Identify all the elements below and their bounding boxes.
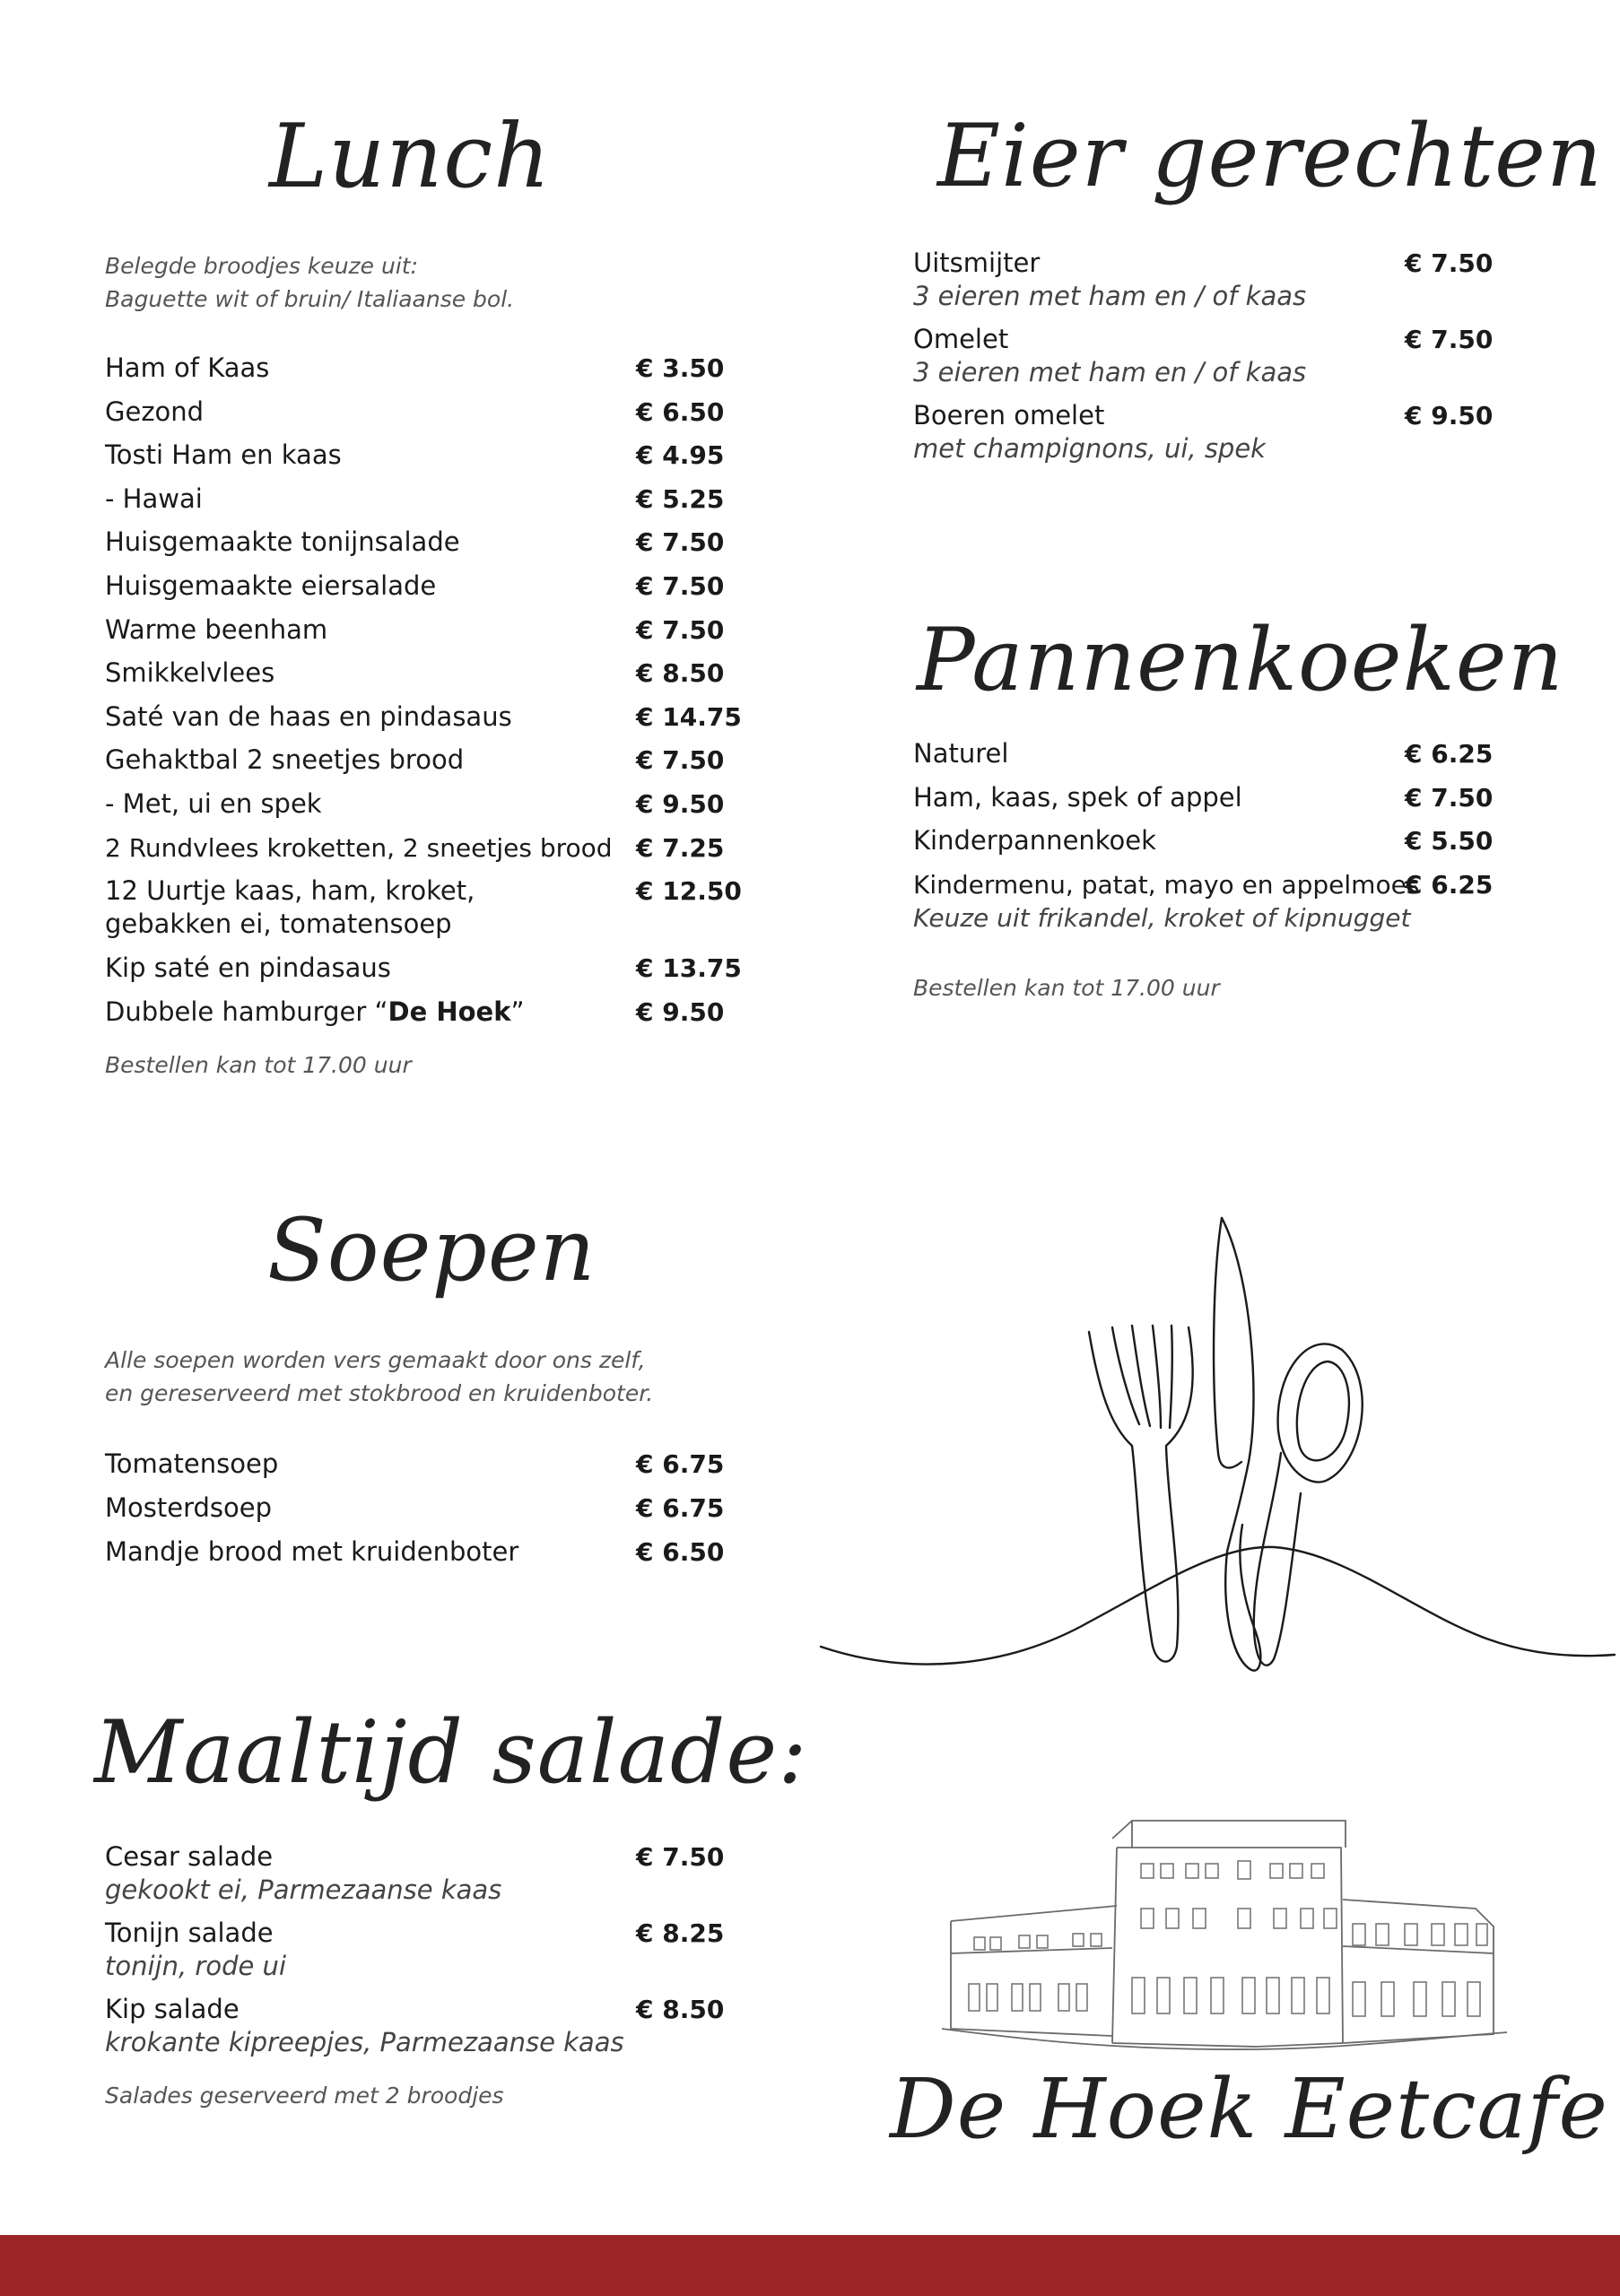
item-name: 12 Uurtje kaas, ham, kroket, — [105, 875, 475, 907]
salade-note: Salades geserveerd met 2 broodjes — [105, 2083, 504, 2109]
footer-bar — [0, 2235, 1620, 2296]
item-name: Mandje brood met kruidenboter — [105, 1536, 519, 1567]
item-name: Gehaktbal 2 sneetjes brood — [105, 744, 465, 776]
item-name: Naturel — [913, 738, 1009, 769]
item-name: Cesar salade — [105, 1841, 274, 1872]
lunch-title: Lunch — [269, 106, 552, 208]
item-name: Kip saté en pindasaus — [105, 952, 391, 984]
item-name: Ham, kaas, spek of appel — [913, 781, 1242, 813]
item-price: € 7.25 — [636, 832, 725, 863]
item-name: Kip salade — [105, 1994, 240, 2024]
item-price: € 7.50 — [1405, 325, 1494, 354]
item-price: € 3.50 — [636, 353, 725, 383]
item-price: € 7.50 — [636, 527, 725, 558]
item-name: Ham of Kaas — [105, 352, 270, 383]
salade-title: Maaltijd salade: — [94, 1702, 808, 1803]
item-price: € 7.50 — [636, 614, 725, 645]
item-price: € 7.50 — [636, 1842, 725, 1872]
item-price: € 9.50 — [636, 788, 725, 819]
soepen-intro-line: Alle soepen worden vers gemaakt door ons zelf, — [105, 1347, 646, 1373]
item-price: € 6.75 — [636, 1449, 725, 1479]
item-price: € 7.50 — [636, 745, 725, 776]
item-name: Huisgemaakte tonijnsalade — [105, 526, 460, 558]
item-price: € 6.25 — [1405, 739, 1494, 769]
item-price: € 9.50 — [636, 996, 725, 1027]
item-price: € 5.25 — [636, 483, 725, 514]
item-price: € 6.25 — [1405, 869, 1494, 900]
item-description: tonijn, rode ui — [105, 1951, 286, 1981]
item-price: € 12.50 — [636, 876, 742, 907]
item-name: Tomatensoep — [105, 1448, 279, 1479]
item-name: - Hawai — [105, 483, 203, 514]
soepen-title: Soepen — [267, 1200, 597, 1300]
lunch-note: Bestellen kan tot 17.00 uur — [105, 1052, 412, 1078]
item-price: € 9.50 — [1405, 401, 1494, 430]
item-name-suffix: ” — [510, 996, 525, 1027]
item-price: € 14.75 — [636, 701, 742, 732]
item-price: € 8.25 — [636, 1918, 725, 1948]
item-name: Kinderpannenkoek — [913, 825, 1156, 857]
item-description: met champignons, ui, spek — [913, 433, 1266, 464]
item-name-prefix: Dubbele hamburger “ — [105, 996, 388, 1027]
soepen-intro-line: en gereserveerd met stokbrood en kruidenboter. — [105, 1380, 654, 1406]
lunch-intro-line: Baguette wit of bruin/ Italiaanse bol. — [105, 286, 515, 312]
item-name: Tosti Ham en kaas — [105, 439, 342, 471]
item-price: € 13.75 — [636, 953, 742, 984]
item-price: € 8.50 — [636, 658, 725, 689]
item-name: Smikkelvlees — [105, 657, 275, 689]
item-description: 3 eieren met ham en / of kaas — [913, 281, 1307, 311]
pannenkoeken-title: Pannenkoeken — [917, 610, 1564, 710]
item-description: 3 eieren met ham en / of kaas — [913, 357, 1307, 387]
item-name-bold: De Hoek — [388, 996, 511, 1027]
item-name: Boeren omelet — [913, 400, 1105, 430]
pannenkoeken-note: Bestellen kan tot 17.00 uur — [913, 975, 1220, 1001]
item-description: Keuze uit frikandel, kroket of kipnugget — [913, 902, 1411, 933]
item-description: gekookt ei, Parmezaanse kaas — [105, 1874, 502, 1905]
item-price: € 5.50 — [1405, 826, 1494, 857]
item-name: Mosterdsoep — [105, 1492, 273, 1523]
item-price: € 4.95 — [636, 440, 725, 471]
item-price: € 6.50 — [636, 1537, 725, 1567]
item-name-line2: gebakken ei, tomatensoep — [105, 909, 452, 940]
item-name: - Met, ui en spek — [105, 787, 322, 819]
item-name: 2 Rundvlees kroketten, 2 sneetjes brood — [105, 832, 613, 863]
item-name: Saté van de haas en pindasaus — [105, 700, 512, 732]
item-price: € 7.50 — [1405, 782, 1494, 813]
lunch-intro-line: Belegde broodjes keuze uit: — [105, 253, 418, 279]
item-name: Tonijn salade — [105, 1918, 274, 1948]
item-name: Kindermenu, patat, mayo en appelmoes — [913, 869, 1420, 900]
eier-title: Eier gerechten — [937, 106, 1603, 206]
item-name: Huisgemaakte eiersalade — [105, 570, 437, 601]
item-price: € 7.50 — [636, 570, 725, 601]
item-name: Warme beenham — [105, 613, 328, 645]
item-price: € 8.50 — [636, 1995, 725, 2024]
item-name: Uitsmijter — [913, 248, 1041, 278]
item-price: € 6.50 — [636, 396, 725, 427]
brand-name: De Hoek Eetcafe — [890, 2061, 1608, 2157]
item-name: Gezond — [105, 396, 205, 427]
item-price: € 7.50 — [1405, 248, 1494, 278]
item-price: € 6.75 — [636, 1493, 725, 1523]
item-name: Omelet — [913, 324, 1009, 354]
item-description: krokante kipreepjes, Parmezaanse kaas — [105, 2027, 624, 2057]
